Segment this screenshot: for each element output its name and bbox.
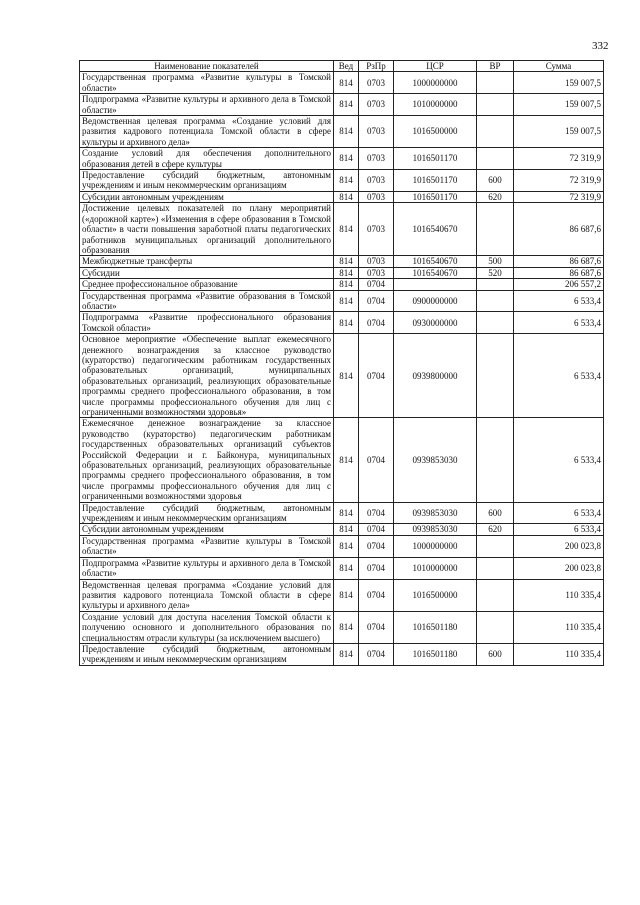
row-vr: 600 — [477, 170, 514, 192]
row-rzpr: 0704 — [359, 290, 394, 312]
row-sum: 72 319,9 — [514, 148, 604, 170]
row-csr: 0939800000 — [394, 334, 477, 418]
row-vr — [477, 611, 514, 643]
row-sum: 159 007,5 — [514, 72, 604, 94]
row-name: Достижение целевых показателей по плану мероприятий («дорожной карте») «Изменения в сфере образования в Томской области» в части повышения заработной платы педагогических работников муниципальных организаций дополнительного образования — [80, 203, 334, 256]
table-row — [80, 535, 604, 557]
row-sum: 86 687,6 — [514, 256, 604, 267]
table-row — [80, 279, 604, 290]
row-sum: 6 533,4 — [514, 418, 604, 502]
row-sum: 110 335,4 — [514, 579, 604, 611]
row-vr: 600 — [477, 502, 514, 524]
row-rzpr: 0704 — [359, 312, 394, 334]
row-ved: 814 — [334, 643, 359, 665]
row-sum: 206 557,2 — [514, 279, 604, 290]
row-vr — [477, 579, 514, 611]
row-rzpr: 0704 — [359, 557, 394, 579]
table-row — [80, 312, 604, 334]
column-header-rzpr: РзПр — [359, 61, 394, 72]
row-name: Государственная программа «Развитие культуры в Томской области» — [80, 535, 334, 557]
row-sum: 110 335,4 — [514, 643, 604, 665]
column-header-sum: Сумма — [514, 61, 604, 72]
table-row — [80, 256, 604, 267]
row-ved: 814 — [334, 170, 359, 192]
row-rzpr: 0704 — [359, 279, 394, 290]
table-row — [80, 191, 604, 202]
row-rzpr: 0704 — [359, 524, 394, 535]
row-name: Предоставление субсидий бюджетным, автономным учреждениям и иным некоммерческим организациям — [80, 170, 334, 192]
column-header-ved: Вед — [334, 61, 359, 72]
row-ved: 814 — [334, 418, 359, 502]
row-rzpr: 0703 — [359, 116, 394, 148]
row-csr: 1010000000 — [394, 557, 477, 579]
row-name: Предоставление субсидий бюджетным, автономным учреждениям и иным некоммерческим организациям — [80, 502, 334, 524]
row-rzpr: 0704 — [359, 334, 394, 418]
table-body — [80, 72, 604, 665]
row-ved: 814 — [334, 267, 359, 278]
row-name: Создание условий для доступа населения Томской области к получению основного и дополнительного образования по специальностям отрасли культуры (за исключением высшего) — [80, 611, 334, 643]
row-name: Субсидии — [80, 267, 334, 278]
table-row — [80, 94, 604, 116]
row-sum: 72 319,9 — [514, 170, 604, 192]
row-vr — [477, 94, 514, 116]
row-name: Среднее профессиональное образование — [80, 279, 334, 290]
row-csr: 0939853030 — [394, 524, 477, 535]
row-vr — [477, 72, 514, 94]
row-ved: 814 — [334, 502, 359, 524]
column-header-csr: ЦСР — [394, 61, 477, 72]
table-row — [80, 643, 604, 665]
table-row — [80, 334, 604, 418]
row-name: Государственная программа «Развитие образования в Томской области» — [80, 290, 334, 312]
table-row — [80, 267, 604, 278]
row-vr — [477, 203, 514, 256]
row-vr: 500 — [477, 256, 514, 267]
row-ved: 814 — [334, 279, 359, 290]
row-name: Подпрограмма «Развитие культуры и архивного дела в Томской области» — [80, 557, 334, 579]
row-ved: 814 — [334, 611, 359, 643]
row-vr: 600 — [477, 643, 514, 665]
row-rzpr: 0703 — [359, 267, 394, 278]
row-csr: 1000000000 — [394, 72, 477, 94]
column-header-vr: ВР — [477, 61, 514, 72]
row-vr: 620 — [477, 191, 514, 202]
row-csr: 1016500000 — [394, 116, 477, 148]
row-vr — [477, 148, 514, 170]
row-sum: 200 023,8 — [514, 535, 604, 557]
row-sum: 86 687,6 — [514, 267, 604, 278]
table-row — [80, 148, 604, 170]
table-row — [80, 557, 604, 579]
row-sum: 159 007,5 — [514, 116, 604, 148]
table-row — [80, 579, 604, 611]
row-vr: 620 — [477, 524, 514, 535]
row-csr: 1016501180 — [394, 643, 477, 665]
row-sum: 159 007,5 — [514, 94, 604, 116]
table-header-row — [80, 61, 604, 72]
row-rzpr: 0703 — [359, 94, 394, 116]
row-name: Субсидии автономным учреждениям — [80, 524, 334, 535]
row-name: Ежемесячное денежное вознаграждение за классное руководство (кураторство) педагогическим работникам государственных образовательных организаций субъектов Российской Федерации и г. Байконура, муниципальных образовательных организаций, реализующих образовательные программы среднего профессионального образования, в том числе программы профессионального обучения для лиц с ограниченными возможностями здоровья — [80, 418, 334, 502]
row-csr: 1016501170 — [394, 170, 477, 192]
table-row — [80, 502, 604, 524]
row-name: Субсидии автономным учреждениям — [80, 191, 334, 202]
row-name: Подпрограмма «Развитие профессионального образования Томской области» — [80, 312, 334, 334]
row-ved: 814 — [334, 290, 359, 312]
row-ved: 814 — [334, 524, 359, 535]
row-rzpr: 0703 — [359, 203, 394, 256]
row-name: Межбюджетные трансферты — [80, 256, 334, 267]
table-row — [80, 418, 604, 502]
table-row — [80, 203, 604, 256]
row-sum: 6 533,4 — [514, 502, 604, 524]
row-sum: 72 319,9 — [514, 191, 604, 202]
row-vr — [477, 279, 514, 290]
row-rzpr: 0703 — [359, 148, 394, 170]
row-csr: 1016501180 — [394, 611, 477, 643]
row-vr — [477, 312, 514, 334]
row-vr — [477, 290, 514, 312]
table-row — [80, 116, 604, 148]
table-row — [80, 611, 604, 643]
row-name: Ведомственная целевая программа «Создание условий для развития кадрового потенциала Томской области в сфере культуры и архивного дела» — [80, 116, 334, 148]
row-rzpr: 0704 — [359, 418, 394, 502]
row-name: Создание условий для обеспечения дополнительного образования детей в сфере культуры — [80, 148, 334, 170]
table-row — [80, 524, 604, 535]
row-sum: 6 533,4 — [514, 290, 604, 312]
row-csr: 1016540670 — [394, 267, 477, 278]
row-sum: 6 533,4 — [514, 312, 604, 334]
row-vr — [477, 418, 514, 502]
row-ved: 814 — [334, 148, 359, 170]
row-ved: 814 — [334, 72, 359, 94]
row-csr: 1016501170 — [394, 148, 477, 170]
row-csr: 0930000000 — [394, 312, 477, 334]
row-ved: 814 — [334, 256, 359, 267]
column-header-name: Наименование показателей — [80, 61, 334, 72]
row-ved: 814 — [334, 334, 359, 418]
row-vr — [477, 557, 514, 579]
row-csr: 1016501170 — [394, 191, 477, 202]
row-csr: 1010000000 — [394, 94, 477, 116]
table-row — [80, 290, 604, 312]
row-vr — [477, 535, 514, 557]
row-ved: 814 — [334, 94, 359, 116]
row-csr: 1016540670 — [394, 256, 477, 267]
row-rzpr: 0703 — [359, 191, 394, 202]
row-vr — [477, 334, 514, 418]
row-name: Подпрограмма «Развитие культуры и архивного дела в Томской области» — [80, 94, 334, 116]
row-csr: 1000000000 — [394, 535, 477, 557]
table-row — [80, 72, 604, 94]
page-number: 332 — [592, 40, 609, 52]
row-csr: 0939853030 — [394, 502, 477, 524]
row-sum: 86 687,6 — [514, 203, 604, 256]
row-vr — [477, 116, 514, 148]
row-rzpr: 0703 — [359, 170, 394, 192]
row-sum: 110 335,4 — [514, 611, 604, 643]
row-rzpr: 0704 — [359, 535, 394, 557]
row-ved: 814 — [334, 557, 359, 579]
row-rzpr: 0704 — [359, 643, 394, 665]
row-rzpr: 0704 — [359, 502, 394, 524]
row-name: Ведомственная целевая программа «Создание условий для развития кадрового потенциала Томской области в сфере культуры и архивного дела» — [80, 579, 334, 611]
row-ved: 814 — [334, 535, 359, 557]
row-csr: 0939853030 — [394, 418, 477, 502]
row-ved: 814 — [334, 312, 359, 334]
row-rzpr: 0704 — [359, 611, 394, 643]
row-rzpr: 0703 — [359, 72, 394, 94]
row-rzpr: 0703 — [359, 256, 394, 267]
table-row — [80, 170, 604, 192]
row-csr: 0900000000 — [394, 290, 477, 312]
row-ved: 814 — [334, 116, 359, 148]
row-rzpr: 0704 — [359, 579, 394, 611]
row-ved: 814 — [334, 579, 359, 611]
row-sum: 200 023,8 — [514, 557, 604, 579]
budget-table — [79, 60, 604, 666]
row-csr — [394, 279, 477, 290]
row-ved: 814 — [334, 203, 359, 256]
row-csr: 1016500000 — [394, 579, 477, 611]
row-sum: 6 533,4 — [514, 334, 604, 418]
row-name: Предоставление субсидий бюджетным, автономным учреждениям и иным некоммерческим организациям — [80, 643, 334, 665]
row-sum: 6 533,4 — [514, 524, 604, 535]
row-name: Государственная программа «Развитие культуры в Томской области» — [80, 72, 334, 94]
row-name: Основное мероприятие «Обеспечение выплат ежемесячного денежного вознаграждения за классное руководство (кураторство) педагогическим работникам государственных образовательных организаций, муниципальных образовательных организаций, реализующих образовательные программы среднего профессионального образования, в том числе программы профессионального обучения для лиц с ограниченными возможностями здоровья» — [80, 334, 334, 418]
row-csr: 1016540670 — [394, 203, 477, 256]
row-ved: 814 — [334, 191, 359, 202]
row-vr: 520 — [477, 267, 514, 278]
